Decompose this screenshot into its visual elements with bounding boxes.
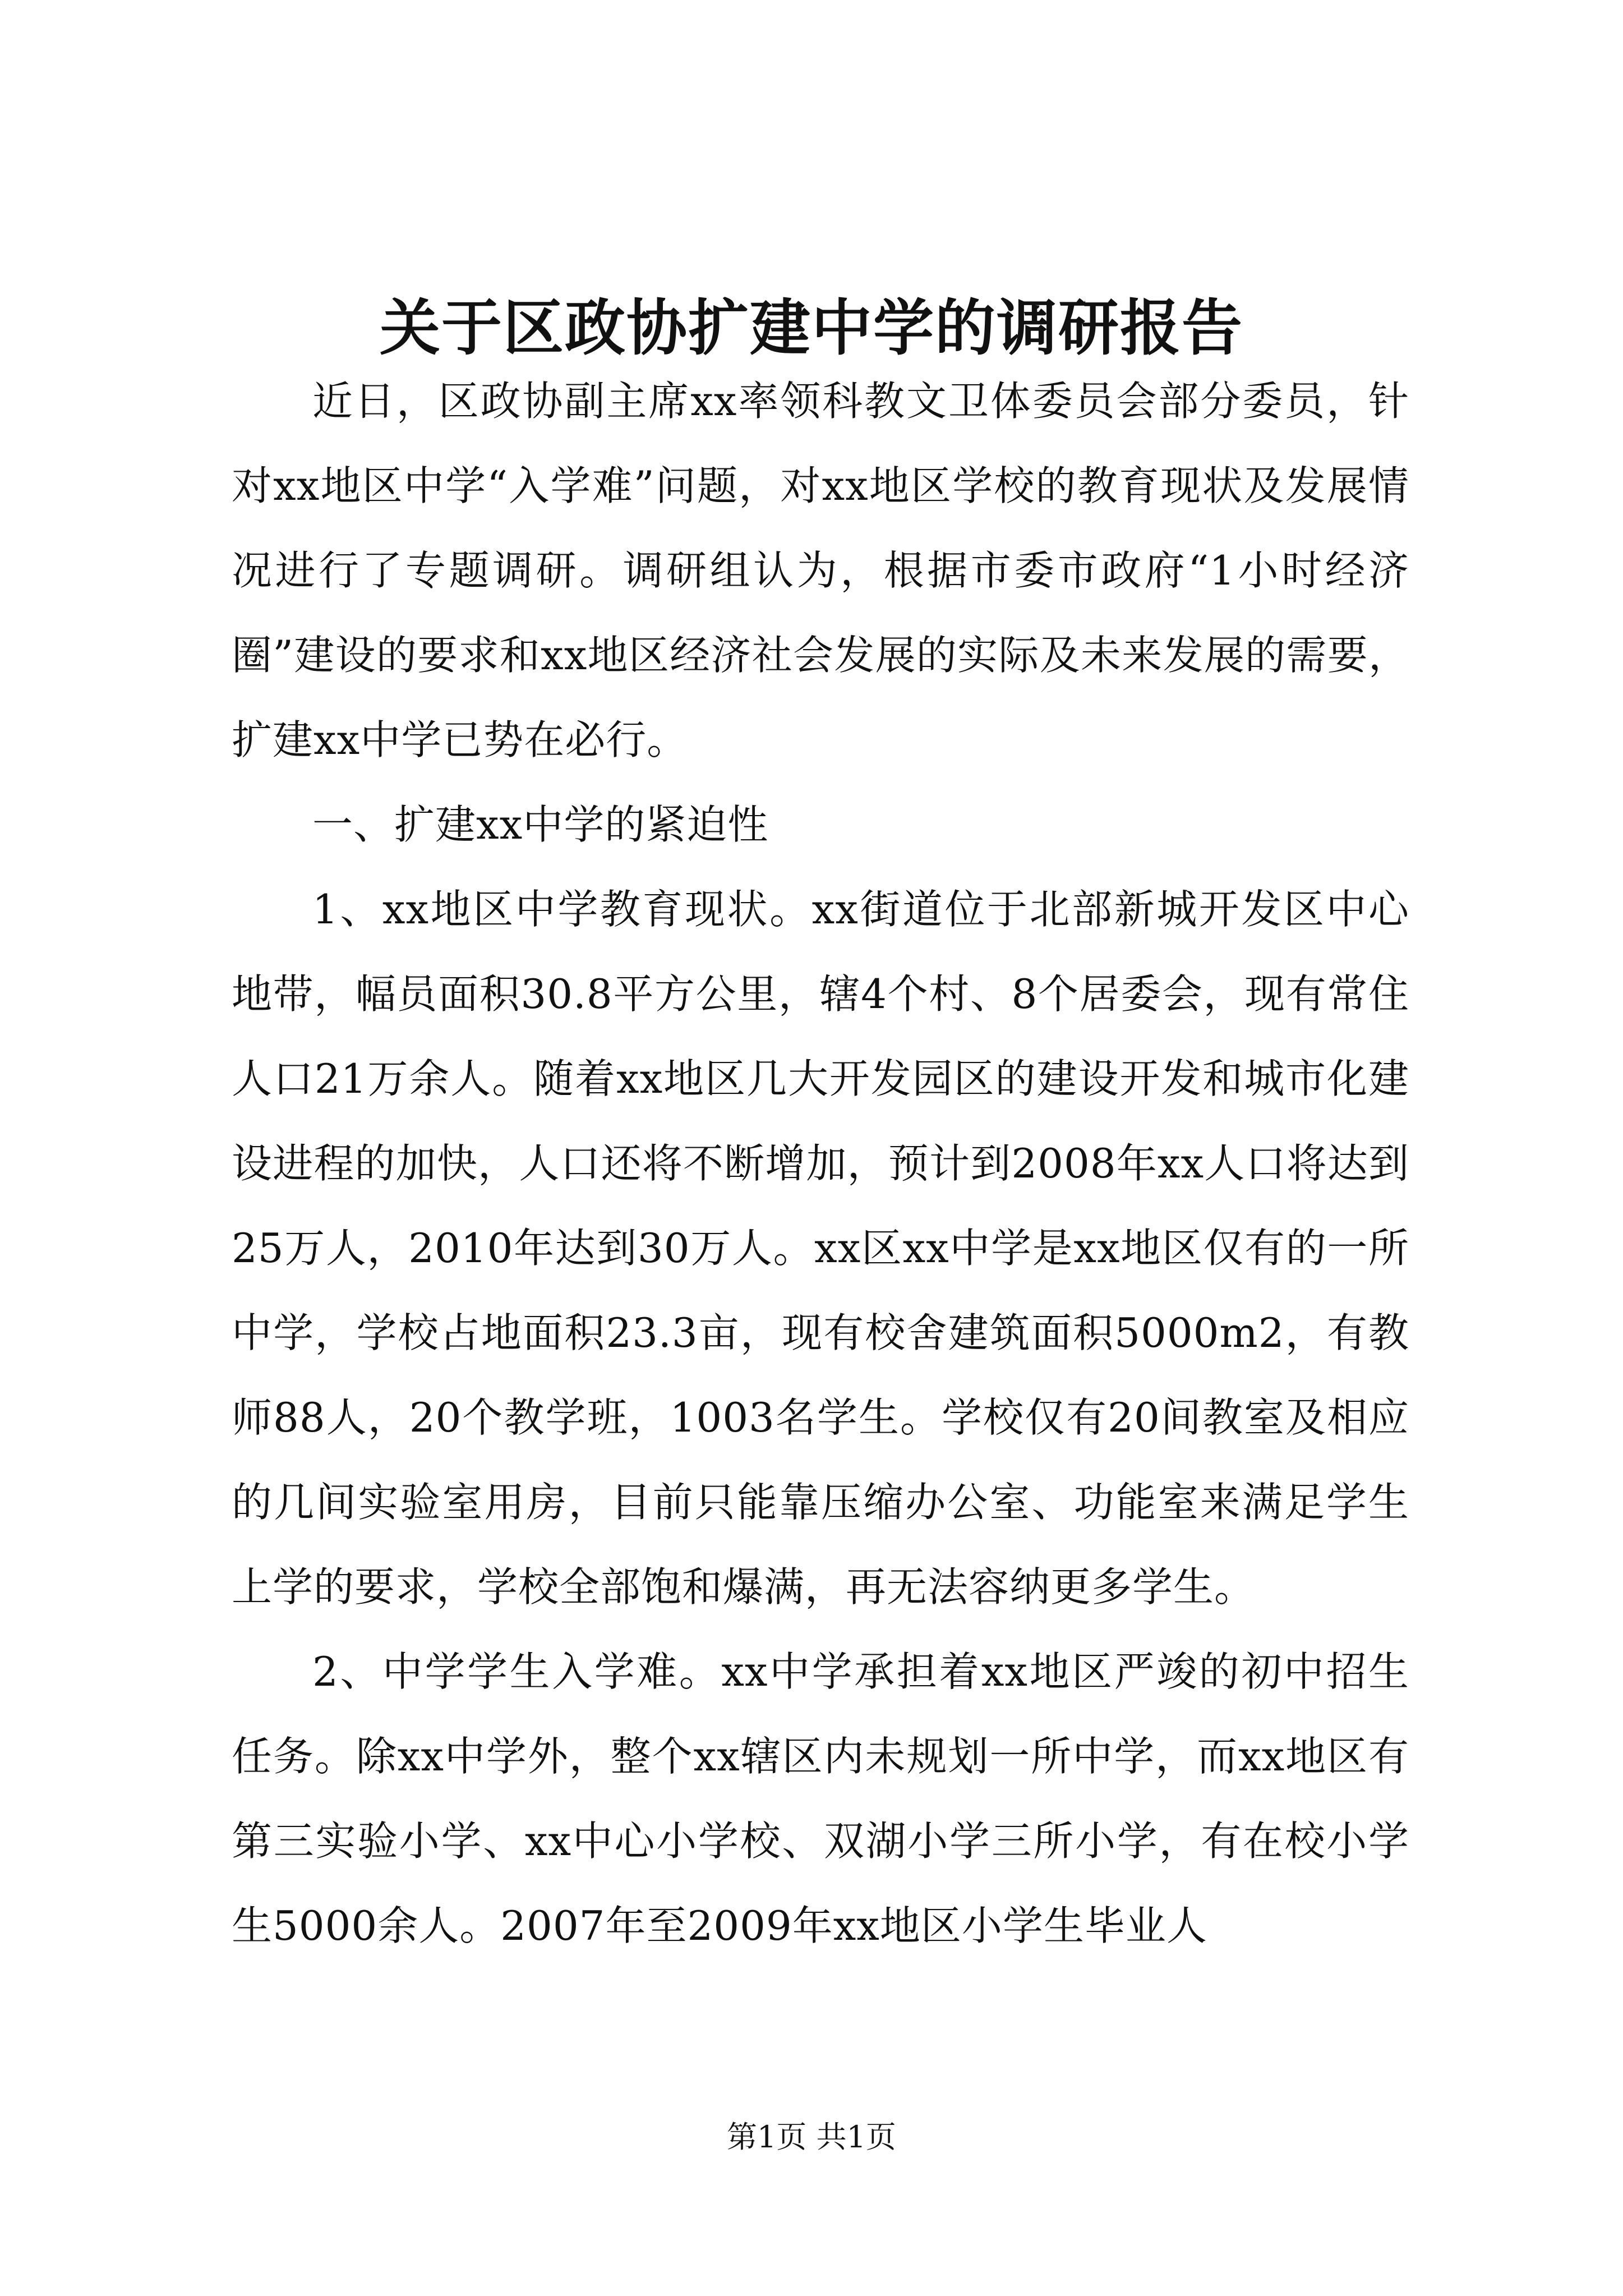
page-footer: 第1页 共1页 — [727, 2119, 896, 2155]
document-body — [232, 359, 1409, 1968]
paragraph-enrollment-difficulty: 2、中学学生入学难。xx中学承担着xx地区严竣的初中招生任务。除xx中学外，整个xx辖区内未规划一所中学，而xx地区有第三实验小学、xx中心小学校、双湖小学三所小学，有在校小学生5000余人。2007年至2009年xx地区小学生毕业人 — [232, 1648, 1409, 1949]
section-heading: 一、扩建xx中学的紧迫性 — [312, 801, 769, 848]
page-title: 关于区政协扩建中学的调研报告 — [379, 293, 1243, 364]
paragraph-current-status: 1、xx地区中学教育现状。xx街道位于北部新城开发区中心地带，幅员面积30.8平方公里，辖4个村、8个居委会，现有常住人口21万余人。随着xx地区几大开发园区的建设开发和城市化建设进程的加快，人口还将不断增加，预计到2008年xx人口将达到25万人，2010年达到30万人。xx区xx中学是xx地区仅有的一所中学，学校占地面积23.3亩，现有校舍建筑面积5000m2，有教师88人，20个教学班，1003名学生。学校仅有20间教室及相应的几间实验室用房，目前只能靠压缩办公室、功能室来满足学生上学的要求，学校全部饱和爆满，再无法容纳更多学生。 — [232, 886, 1409, 1611]
paragraph-intro: 近日，区政协副主席xx率领科教文卫体委员会部分委员，针对xx地区中学“入学难”问题，对xx地区学校的教育现状及发展情况进行了专题调研。调研组认为，根据市委市政府“1小时经济圈”建设的要求和xx地区经济社会发展的实际及未来发展的需要，扩建xx中学已势在必行。 — [232, 378, 1409, 763]
